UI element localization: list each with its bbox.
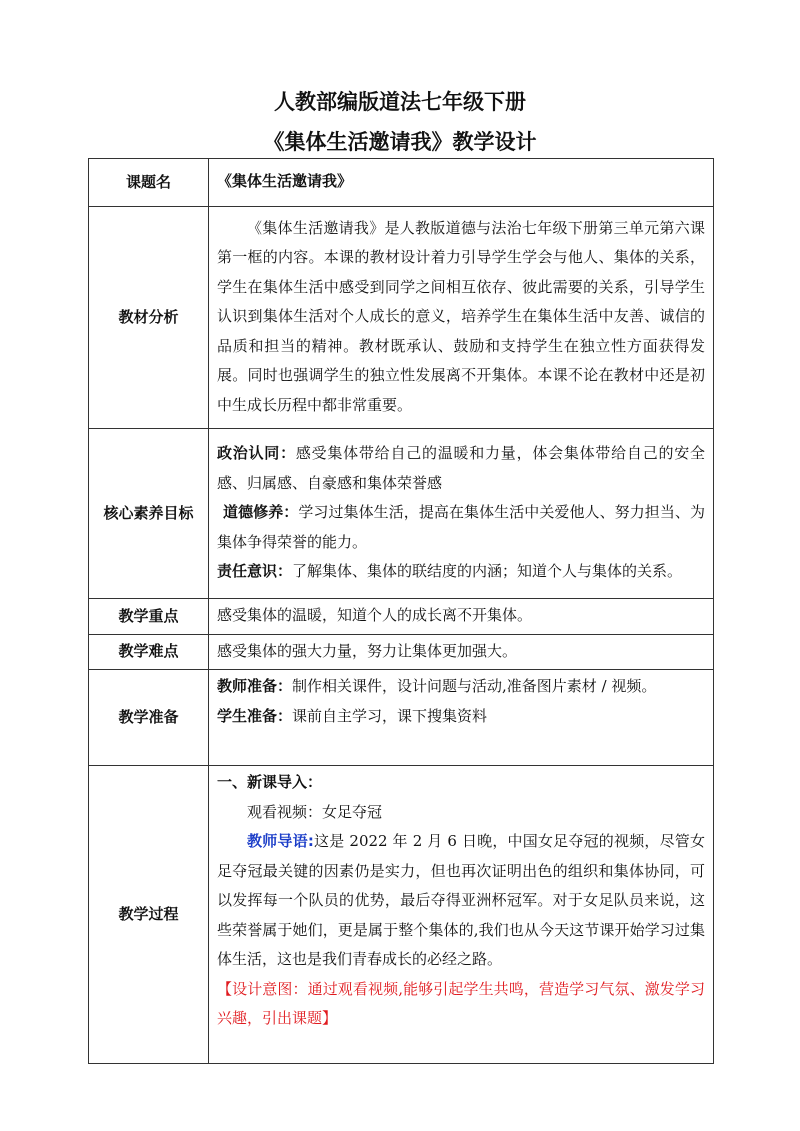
prep-student-text: 课前自主学习，课下搜集资料 <box>292 706 488 725</box>
analysis-text: 《集体生活邀请我》是人教版道德与法治七年级下册第三单元第六课第一框的内容。本课的教材设计着力引导学生学会与他人、集体的关系，学生在集体生活中感受到同学之间相互依存、彼此需要的关系，引导学生认识到集体生活对个人成长的意义，培养学生在集体生活中友善、诚信的品质和担当的精神。教材既承认、鼓励和支持学生在独立性方面获得发展。同时也强调学生的独立性发展离不开集体。本课不论在教材中还是初中生成长历程中都非常重要。 <box>217 218 705 414</box>
process-intent: 【设计意图：通过观看视频,能够引起学生共鸣，营造学习气氛、激发学习兴趣，引出课题】 <box>217 979 705 1027</box>
prep-teacher-text: 制作相关课件，设计问题与活动,准备图片素材 / 视频。 <box>292 677 657 695</box>
label-difficulty: 教学难点 <box>89 634 209 670</box>
prep-student-head: 学生准备： <box>217 706 293 725</box>
literacy-head: 道德修养： <box>223 503 299 522</box>
label-key-point: 教学重点 <box>89 599 209 635</box>
label-analysis: 教材分析 <box>89 207 209 429</box>
value-key-point: 感受集体的温暖，知道个人的成长离不开集体。 <box>209 599 714 635</box>
literacy-head: 责任意识： <box>217 562 293 581</box>
row-topic <box>89 159 714 207</box>
value-prep <box>209 670 714 766</box>
process-guide <box>217 827 705 975</box>
label-literacy: 核心素养目标 <box>89 429 209 599</box>
process-guide-head: 教师导语: <box>247 832 314 850</box>
row-prep <box>89 670 714 766</box>
row-key-point <box>89 599 714 635</box>
value-topic: 《集体生活邀请我》 <box>209 159 714 207</box>
process-section-title: 一、新课导入： <box>217 773 323 791</box>
label-process: 教学过程 <box>89 766 209 1064</box>
prep-teacher-head: 教师准备： <box>217 677 293 695</box>
literacy-text: 了解集体、集体的联结度的内涵；知道个人与集体的关系。 <box>292 562 683 581</box>
lesson-plan-table <box>88 158 714 1064</box>
row-difficulty <box>89 634 714 670</box>
literacy-text: 感受集体带给自己的温暖和力量，体会集体带给自己的安全感、归属感、自豪感和集体荣誉感 <box>217 444 705 492</box>
label-topic: 课题名 <box>89 159 209 207</box>
process-video: 观看视频：女足夺冠 <box>247 802 383 821</box>
process-guide-text: 这是 2022 年 2 月 6 日晚，中国女足夺冠的视频，尽管女足夺冠最关键的因素仍是实力，但也再次证明出色的组织和集体协同，可以发挥每一个队员的优势，最后夺得亚洲杯冠军。对于女足队员来说，这些荣誉属于她们，更是属于整个集体的,我们也从今天这节课开始学习过集体生活，这也是我们青春成长的必经之路。 <box>217 832 706 968</box>
literacy-item-responsibility <box>217 557 705 587</box>
prep-teacher <box>217 672 705 702</box>
document-subtitle: 《集体生活邀请我》教学设计 <box>263 130 537 154</box>
label-prep: 教学准备 <box>89 670 209 766</box>
literacy-text: 学习过集体生活，提高在集体生活中关爱他人、努力担当、为集体争得荣誉的能力。 <box>217 503 705 551</box>
literacy-item-political <box>217 439 705 498</box>
value-difficulty: 感受集体的强大力量，努力让集体更加强大。 <box>209 634 714 670</box>
document-title: 人教部编版道法七年级下册 <box>274 90 526 114</box>
value-process <box>209 766 714 1064</box>
value-literacy <box>209 429 714 599</box>
literacy-item-moral <box>217 498 705 557</box>
literacy-head: 政治认同： <box>217 444 296 463</box>
value-analysis <box>209 207 714 429</box>
row-literacy <box>89 429 714 599</box>
row-process <box>89 766 714 1064</box>
prep-student <box>217 702 705 732</box>
row-analysis <box>89 207 714 429</box>
